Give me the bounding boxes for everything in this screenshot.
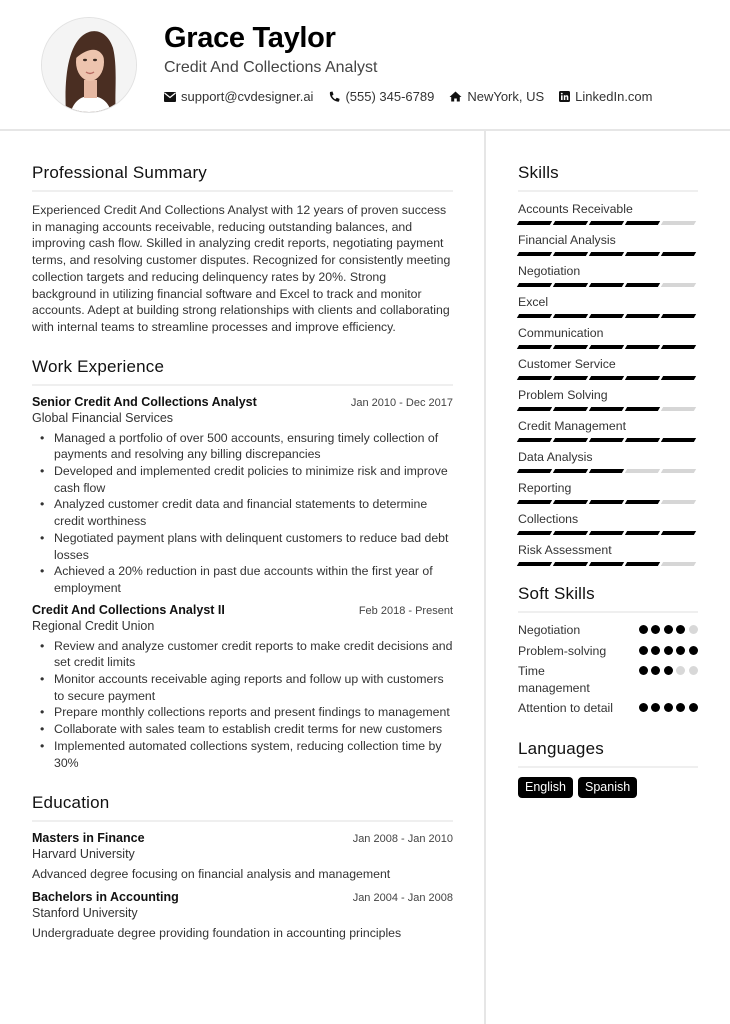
school: Stanford University: [32, 905, 138, 920]
skill-segment-empty: [661, 283, 696, 287]
job-role: Credit And Collections Analyst II: [32, 602, 225, 617]
skill-item: [518, 387, 698, 411]
profile-photo: [41, 17, 137, 113]
soft-skill-rating: [635, 700, 698, 717]
skill-segment-filled: [625, 562, 660, 566]
soft-skill-name: Negotiation: [518, 623, 581, 637]
skill-level-bar: [518, 407, 698, 411]
skill-item: [518, 294, 698, 318]
skill-segment-empty: [661, 469, 696, 473]
skill-segment-filled: [625, 345, 660, 349]
phone-icon: [328, 91, 340, 103]
skill-segment-filled: [553, 283, 588, 287]
candidate-title: Credit And Collections Analyst: [164, 59, 378, 76]
rating-dot-filled-icon: [676, 625, 685, 634]
skill-name: Reporting: [518, 481, 572, 495]
school: Harvard University: [32, 847, 135, 862]
sidebar-column: [518, 131, 698, 798]
skill-segment-filled: [553, 531, 588, 535]
skill-segment-filled: [517, 283, 552, 287]
skill-name: Risk Assessment: [518, 543, 612, 557]
skill-segment-filled: [517, 407, 552, 411]
contact-linkedin[interactable]: [559, 89, 652, 104]
skill-segment-filled: [553, 376, 588, 380]
skill-item: [518, 418, 698, 442]
skill-segment-filled: [589, 345, 624, 349]
skill-segment-filled: [553, 314, 588, 318]
email-text: support@cvdesigner.ai: [181, 89, 314, 104]
skill-segment-filled: [589, 407, 624, 411]
rating-dot-empty-icon: [689, 666, 698, 675]
skill-segment-filled: [589, 283, 624, 287]
skill-level-bar: [518, 438, 698, 442]
skill-segment-filled: [517, 438, 552, 442]
section-title: Languages: [518, 739, 698, 768]
contact-phone[interactable]: [328, 89, 434, 104]
skill-level-bar: [518, 283, 698, 287]
soft-skill-rating: [635, 643, 698, 660]
section-title: Professional Summary: [32, 163, 453, 192]
skill-level-bar: [518, 376, 698, 380]
skill-segment-filled: [625, 376, 660, 380]
skill-segment-filled: [589, 500, 624, 504]
job-bullets: [32, 638, 453, 772]
rating-dot-filled-icon: [664, 625, 673, 634]
job-bullet: • Analyzed customer credit data and financial statements to determine credit worthiness: [40, 496, 453, 529]
skill-level-bar: [518, 531, 698, 535]
skill-segment-filled: [589, 469, 624, 473]
skill-level-bar: [518, 314, 698, 318]
skill-segment-filled: [517, 531, 552, 535]
job-bullets: [32, 430, 453, 597]
rating-dot-empty-icon: [689, 625, 698, 634]
education-dates: Jan 2004 - Jan 2008: [352, 891, 453, 904]
skill-item: [518, 480, 698, 504]
skill-segment-filled: [553, 252, 588, 256]
languages-section: [518, 739, 698, 798]
skill-segment-filled: [661, 345, 696, 349]
job-entry: [32, 603, 453, 772]
skill-segment-filled: [625, 252, 660, 256]
rating-dot-filled-icon: [639, 666, 648, 675]
rating-dot-filled-icon: [664, 646, 673, 655]
degree: Masters in Finance: [32, 831, 145, 846]
rating-dot-filled-icon: [664, 703, 673, 712]
job-bullet: • Collaborate with sales team to establish credit terms for new customers: [40, 721, 453, 738]
job-bullet: • Managed a portfolio of over 500 accounts, ensuring timely collection of payments and resolving any billing discrepancies: [40, 430, 453, 463]
home-icon: [449, 91, 462, 102]
language-badge: English: [518, 777, 573, 798]
skill-level-bar: [518, 221, 698, 225]
job-dates: Jan 2010 - Dec 2017: [350, 396, 453, 409]
skill-segment-filled: [553, 345, 588, 349]
rating-dot-filled-icon: [676, 646, 685, 655]
job-bullet: • Prepare monthly collections reports and present findings to management: [40, 704, 453, 721]
skill-segment-filled: [553, 562, 588, 566]
skill-segment-filled: [517, 562, 552, 566]
job-dates: Feb 2018 - Present: [358, 604, 453, 617]
education-dates: Jan 2008 - Jan 2010: [352, 833, 453, 846]
soft-skill-rating: [635, 663, 698, 696]
job-organization: Global Financial Services: [32, 410, 174, 425]
soft-skills-section: [518, 584, 698, 717]
linkedin-icon: [559, 91, 570, 102]
skill-item: [518, 356, 698, 380]
skill-item: [518, 542, 698, 566]
skill-segment-filled: [661, 531, 696, 535]
skill-segment-filled: [553, 407, 588, 411]
skill-level-bar: [518, 562, 698, 566]
skill-segment-filled: [589, 376, 624, 380]
rating-dot-filled-icon: [639, 703, 648, 712]
skill-name: Negotiation: [518, 264, 581, 278]
soft-skill-item: [518, 622, 698, 639]
education-description: Advanced degree focusing on financial analysis and management: [32, 867, 391, 882]
languages-list: [518, 777, 698, 798]
skill-segment-filled: [661, 376, 696, 380]
job-bullet: • Monitor accounts receivable aging reports and follow up with customers to secure payment: [40, 671, 453, 704]
job-bullet: • Review and analyze customer credit reports to make credit decisions and set credit limits: [40, 638, 453, 671]
skill-item: [518, 263, 698, 287]
rating-dot-filled-icon: [639, 625, 648, 634]
rating-dot-filled-icon: [651, 703, 660, 712]
rating-dot-filled-icon: [689, 646, 698, 655]
education-section: [32, 793, 453, 941]
rating-dot-empty-icon: [676, 666, 685, 675]
skill-segment-filled: [553, 500, 588, 504]
skill-segment-filled: [661, 314, 696, 318]
skill-name: Problem Solving: [518, 388, 608, 402]
skill-name: Credit Management: [518, 419, 626, 433]
rating-dot-filled-icon: [689, 703, 698, 712]
skill-level-bar: [518, 500, 698, 504]
skill-level-bar: [518, 252, 698, 256]
skill-segment-filled: [625, 221, 660, 225]
skill-item: [518, 449, 698, 473]
skill-segment-filled: [625, 531, 660, 535]
skills-section: [518, 163, 698, 566]
skill-segment-empty: [661, 500, 696, 504]
skill-segment-empty: [661, 562, 696, 566]
soft-skill-name: Attention to detail: [518, 701, 614, 715]
experience-section: [32, 357, 453, 772]
skill-segment-filled: [625, 314, 660, 318]
contact-email[interactable]: [164, 89, 313, 104]
skill-segment-filled: [517, 500, 552, 504]
education-entry: [32, 890, 453, 942]
rating-dot-filled-icon: [651, 666, 660, 675]
skill-segment-filled: [553, 438, 588, 442]
skill-name: Financial Analysis: [518, 233, 616, 247]
job-entry: [32, 395, 453, 597]
skill-segment-filled: [517, 252, 552, 256]
soft-skill-item: [518, 643, 698, 660]
skill-segment-filled: [589, 252, 624, 256]
education-entry: [32, 831, 453, 883]
linkedin-text: LinkedIn.com: [575, 89, 653, 104]
skill-item: [518, 511, 698, 535]
skill-segment-filled: [625, 438, 660, 442]
section-title: Education: [32, 793, 453, 822]
skill-segment-empty: [661, 407, 696, 411]
skill-segment-filled: [553, 221, 588, 225]
soft-skill-name: Time management: [518, 664, 590, 695]
language-badge: Spanish: [578, 777, 637, 798]
section-title: Soft Skills: [518, 584, 698, 613]
skill-segment-filled: [589, 221, 624, 225]
rating-dot-filled-icon: [676, 703, 685, 712]
skill-level-bar: [518, 469, 698, 473]
soft-skill-item: [518, 663, 698, 696]
envelope-icon: [164, 92, 176, 102]
skill-name: Customer Service: [518, 357, 616, 371]
skill-segment-filled: [517, 469, 552, 473]
rating-dot-filled-icon: [651, 625, 660, 634]
section-title: Skills: [518, 163, 698, 192]
skill-segment-filled: [517, 221, 552, 225]
skill-segment-filled: [589, 438, 624, 442]
rating-dot-filled-icon: [664, 666, 673, 675]
skill-segment-empty: [661, 221, 696, 225]
phone-text: (555) 345-6789: [345, 89, 435, 104]
skill-segment-filled: [517, 345, 552, 349]
skill-name: Data Analysis: [518, 450, 593, 464]
job-bullet: • Developed and implemented credit policies to minimize risk and improve cash flow: [40, 463, 453, 496]
skill-name: Excel: [518, 295, 549, 309]
soft-skill-item: [518, 700, 698, 717]
column-divider: [484, 131, 486, 1024]
job-bullet: • Implemented automated collections system, reducing collection time by 30%: [40, 738, 453, 771]
soft-skills-list: [518, 622, 698, 717]
soft-skill-name: Problem-solving: [518, 643, 607, 658]
main-column: [32, 131, 453, 942]
skill-item: [518, 325, 698, 349]
skill-segment-empty: [625, 469, 660, 473]
skill-segment-filled: [589, 314, 624, 318]
skill-item: [518, 232, 698, 256]
skill-name: Communication: [518, 326, 604, 340]
skills-list: [518, 201, 698, 566]
degree: Bachelors in Accounting: [32, 889, 179, 904]
job-role: Senior Credit And Collections Analyst: [32, 394, 257, 409]
skill-segment-filled: [625, 283, 660, 287]
section-title: Work Experience: [32, 357, 453, 386]
contact-bar: [164, 89, 668, 104]
skill-segment-filled: [625, 500, 660, 504]
rating-dot-filled-icon: [639, 646, 648, 655]
skill-name: Accounts Receivable: [518, 202, 633, 216]
skill-segment-filled: [625, 407, 660, 411]
job-bullet: • Negotiated payment plans with delinquent customers to reduce bad debt losses: [40, 530, 453, 563]
skill-segment-filled: [589, 562, 624, 566]
skill-segment-filled: [517, 314, 552, 318]
job-organization: Regional Credit Union: [32, 618, 155, 633]
skill-segment-filled: [553, 469, 588, 473]
job-bullet: • Achieved a 20% reduction in past due accounts within the first year of employment: [40, 563, 453, 596]
skill-segment-filled: [517, 376, 552, 380]
skill-item: [518, 201, 698, 225]
rating-dot-filled-icon: [651, 646, 660, 655]
avatar-portrait-icon: [42, 18, 137, 113]
summary-section: [32, 163, 453, 336]
candidate-name: Grace Taylor: [164, 22, 336, 54]
summary-text: Experienced Credit And Collections Analyst with 12 years of proven success in managing accounts receivable, reducing outstanding balances, and improving cash flow. Skilled in analyzing credit reports, negotiating payment terms, and resolving customer disputes. Recognized for consistently meeting collection targets and reducing delinquency rates by 20%. Strong background in utilizing financial software and Excel to track and monitor accounts. Adept at building strong relationships with clients and collaborating with internal teams to streamline processes and improve efficiency.: [32, 203, 451, 334]
location-text: NewYork, US: [467, 89, 545, 104]
skill-segment-filled: [661, 438, 696, 442]
skill-level-bar: [518, 345, 698, 349]
soft-skill-rating: [635, 622, 698, 639]
skill-segment-filled: [661, 252, 696, 256]
skill-name: Collections: [518, 512, 579, 526]
skill-segment-filled: [589, 531, 624, 535]
contact-location: [449, 89, 544, 104]
education-description: Undergraduate degree providing foundation in accounting principles: [32, 925, 402, 940]
resume-header: [0, 0, 730, 131]
